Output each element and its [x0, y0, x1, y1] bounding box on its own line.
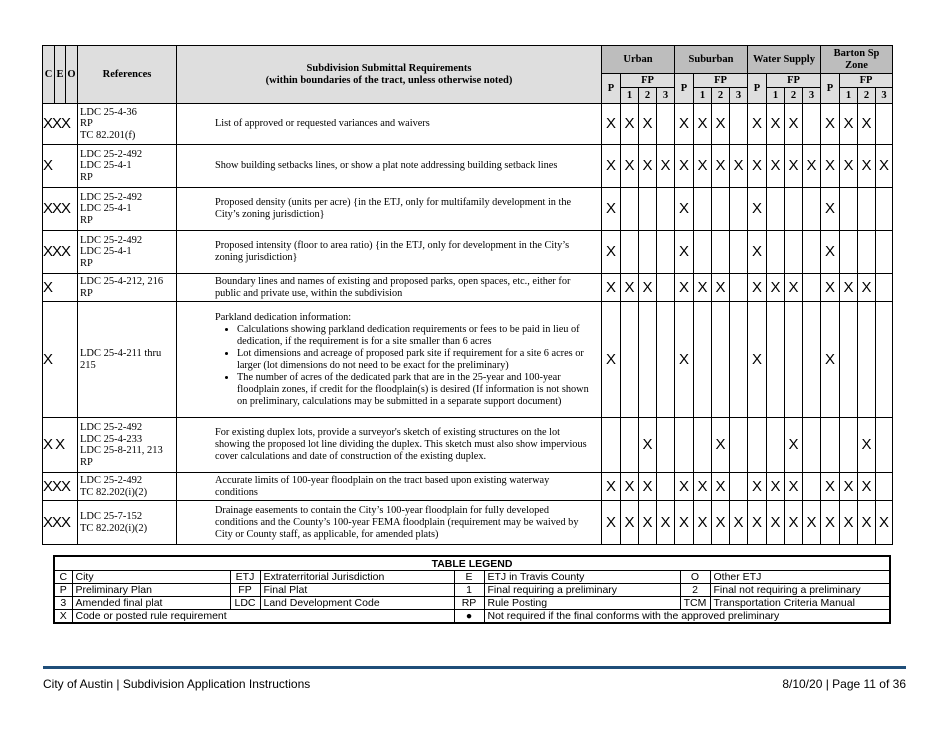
requirement-mark: X	[730, 145, 748, 188]
requirement-mark: X	[821, 104, 840, 145]
requirement-text: Proposed intensity (floor to area ratio) {in the ETJ, only for development in the City’s zoning jurisdiction}	[215, 240, 570, 263]
requirement-mark: X	[621, 501, 639, 545]
requirement-mark: X	[675, 274, 694, 302]
ceo-marks: X	[43, 145, 78, 188]
requirement-mark: X	[840, 501, 858, 545]
references-cell	[78, 188, 177, 231]
legend-key: 2	[680, 584, 710, 597]
legend-value: Final requiring a preliminary	[484, 584, 680, 597]
requirement-mark: X	[602, 473, 621, 501]
requirement-text: List of approved or requested variances and waivers	[215, 118, 430, 129]
ceo-marks: XXX	[43, 473, 78, 501]
requirement-mark	[785, 302, 803, 418]
requirement-mark	[767, 302, 785, 418]
table-row	[43, 473, 893, 501]
requirement-mark	[730, 302, 748, 418]
legend-value: Final Plat	[260, 584, 454, 597]
requirement-mark	[876, 231, 893, 274]
requirement-mark: X	[602, 145, 621, 188]
requirement-mark	[876, 274, 893, 302]
legend-value: Preliminary Plan	[72, 584, 230, 597]
reference-line: LDC 25-4-36	[80, 106, 137, 118]
requirement-mark	[639, 231, 657, 274]
requirement-mark: X	[767, 473, 785, 501]
requirement-mark	[803, 302, 821, 418]
reference-line: LDC 25-4-233	[80, 433, 143, 445]
requirement-mark	[694, 188, 712, 231]
requirement-mark: X	[694, 473, 712, 501]
requirement-mark: X	[657, 145, 675, 188]
requirement-mark: X	[748, 188, 767, 231]
requirement-mark	[621, 302, 639, 418]
reference-line: LDC 25-4-212, 216	[80, 276, 164, 287]
group-suburban: Suburban	[675, 46, 748, 74]
requirement-bullets	[215, 324, 591, 408]
reference-line: RP	[80, 171, 93, 183]
group-water-supply: Water Supply	[748, 46, 821, 74]
references-cell	[78, 274, 177, 302]
reference-line: LDC 25-2-492	[80, 475, 143, 486]
requirement-mark	[694, 302, 712, 418]
legend-key: 1	[454, 584, 484, 597]
water-p: P	[748, 74, 767, 104]
table-row	[43, 418, 893, 473]
requirement-text: Accurate limits of 100-year floodplain on the tract based upon existing waterway conditions	[215, 474, 550, 498]
requirement-mark: X	[803, 145, 821, 188]
requirement-mark: X	[675, 302, 694, 418]
table-row	[43, 188, 893, 231]
requirement-mark	[639, 188, 657, 231]
requirement-mark: X	[639, 104, 657, 145]
water-fp-2: 2	[785, 88, 803, 104]
suburban-p: P	[675, 74, 694, 104]
requirement-mark: X	[602, 274, 621, 302]
legend-key: X	[54, 610, 72, 624]
requirement-mark	[730, 188, 748, 231]
barton-fp-2: 2	[858, 88, 876, 104]
requirement-mark	[657, 473, 675, 501]
requirement-mark	[803, 231, 821, 274]
requirement-mark: X	[803, 501, 821, 545]
group-urban: Urban	[602, 46, 675, 74]
requirement-mark	[712, 302, 730, 418]
legend-value: City	[72, 571, 230, 584]
requirement-mark: X	[657, 501, 675, 545]
legend-key: LDC	[230, 597, 260, 610]
requirement-mark: X	[840, 473, 858, 501]
legend-value: Transportation Criteria Manual	[710, 597, 890, 610]
requirement-mark: X	[785, 145, 803, 188]
water-fp-1: 1	[767, 88, 785, 104]
requirement-mark: X	[821, 231, 840, 274]
requirements-title: Subdivision Submittal Requirements	[306, 62, 472, 74]
reference-line: LDC 25-2-492	[80, 234, 143, 246]
requirement-cell	[177, 104, 602, 145]
requirement-mark: X	[712, 473, 730, 501]
requirement-mark	[876, 302, 893, 418]
references-cell	[78, 231, 177, 274]
requirement-mark: X	[730, 501, 748, 545]
requirement-mark	[840, 231, 858, 274]
requirement-mark: X	[712, 145, 730, 188]
requirement-mark: X	[748, 473, 767, 501]
requirement-mark: X	[694, 274, 712, 302]
requirement-mark: X	[767, 274, 785, 302]
requirement-mark: X	[675, 473, 694, 501]
requirement-mark: X	[621, 104, 639, 145]
requirement-mark	[876, 418, 893, 473]
references-cell	[78, 302, 177, 418]
barton-fp: FP	[840, 74, 893, 88]
footer-title: City of Austin | Subdivision Application Instructions	[43, 677, 311, 691]
requirement-mark	[803, 473, 821, 501]
requirement-mark: X	[858, 473, 876, 501]
requirement-mark: X	[602, 231, 621, 274]
reference-line: RP	[80, 214, 93, 226]
requirements-subtitle: (within boundaries of the tract, unless otherwise noted)	[265, 74, 513, 86]
requirement-mark	[621, 188, 639, 231]
col-o: O	[66, 46, 78, 104]
ceo-marks: XXX	[43, 104, 78, 145]
suburban-fp-1: 1	[694, 88, 712, 104]
requirement-mark: X	[821, 274, 840, 302]
requirement-mark	[785, 231, 803, 274]
requirement-mark: X	[621, 274, 639, 302]
reference-line: LDC 25-8-211, 213	[80, 445, 163, 456]
legend-value: Amended final plat	[72, 597, 230, 610]
legend-key: FP	[230, 584, 260, 597]
requirement-mark	[803, 188, 821, 231]
ceo-marks: X	[43, 302, 78, 418]
requirement-mark	[730, 104, 748, 145]
requirement-mark: X	[621, 145, 639, 188]
requirement-mark	[803, 418, 821, 473]
reference-line: LDC 25-4-211 thru 215	[80, 348, 162, 371]
requirement-mark: X	[785, 473, 803, 501]
requirement-cell	[177, 231, 602, 274]
col-requirements	[177, 46, 602, 104]
requirement-mark: X	[675, 104, 694, 145]
legend-title: TABLE LEGEND	[54, 556, 890, 571]
requirement-mark	[858, 231, 876, 274]
requirement-mark: X	[602, 188, 621, 231]
table-row	[43, 104, 893, 145]
barton-fp-1: 1	[840, 88, 858, 104]
requirement-mark: X	[602, 302, 621, 418]
legend-value: Not required if the final conforms with the approved preliminary	[484, 610, 890, 624]
requirement-mark	[840, 418, 858, 473]
col-c: C	[43, 46, 55, 104]
requirement-cell	[177, 418, 602, 473]
requirement-mark: X	[840, 104, 858, 145]
requirement-mark: X	[840, 274, 858, 302]
references-cell	[78, 104, 177, 145]
requirement-mark	[821, 418, 840, 473]
footer-page-number: 8/10/20 | Page 11 of 36	[782, 677, 906, 691]
requirements-body	[43, 104, 893, 545]
ceo-marks: XXX	[43, 501, 78, 545]
requirement-mark: X	[675, 231, 694, 274]
legend-key: 3	[54, 597, 72, 610]
requirement-mark	[675, 418, 694, 473]
legend-bullet-key: ●	[454, 610, 484, 624]
requirement-mark: X	[858, 104, 876, 145]
barton-p: P	[821, 74, 840, 104]
legend-value: Other ETJ	[710, 571, 890, 584]
requirement-mark	[712, 231, 730, 274]
ceo-marks: XXX	[43, 231, 78, 274]
legend-value: Land Development Code	[260, 597, 454, 610]
requirement-mark	[858, 188, 876, 231]
table-row	[43, 231, 893, 274]
requirement-mark: X	[639, 473, 657, 501]
requirement-mark	[730, 231, 748, 274]
legend-key: P	[54, 584, 72, 597]
requirement-text: Drainage easements to contain the City’s 100-year floodplain for fully developed conditions and the County’s 100-year FEMA floodplain (requirement may be waived by City or County staff, as applicable, for amended plats)	[215, 504, 579, 540]
requirement-mark	[657, 418, 675, 473]
requirement-mark: X	[639, 501, 657, 545]
requirement-mark: X	[639, 145, 657, 188]
requirement-cell	[177, 473, 602, 501]
requirement-mark	[858, 302, 876, 418]
requirement-bullet: • Lot dimensions and acreage of proposed park site if requirement for a site 6 acres or larger (lot dimensions do not need to be exact for the preliminary)	[237, 348, 591, 372]
requirement-mark: X	[876, 145, 893, 188]
requirement-mark	[657, 302, 675, 418]
requirement-mark	[639, 302, 657, 418]
requirement-mark	[876, 473, 893, 501]
requirement-mark: X	[748, 145, 767, 188]
table-row	[43, 302, 893, 418]
reference-line: RP	[80, 287, 93, 299]
requirement-mark	[657, 274, 675, 302]
requirement-mark	[730, 473, 748, 501]
requirement-mark: X	[858, 418, 876, 473]
ceo-marks: X	[43, 274, 78, 302]
requirement-mark: X	[748, 231, 767, 274]
requirement-mark	[657, 188, 675, 231]
requirement-mark: X	[748, 274, 767, 302]
legend-key: RP	[454, 597, 484, 610]
requirement-mark: X	[821, 188, 840, 231]
requirement-mark: X	[675, 145, 694, 188]
suburban-fp: FP	[694, 74, 748, 88]
requirement-text: Proposed density (units per acre) {in the ETJ, only for multifamily development in the City’s zoning jurisdiction}	[215, 197, 572, 220]
requirement-mark: X	[785, 104, 803, 145]
requirement-mark	[657, 231, 675, 274]
requirement-cell	[177, 302, 602, 418]
col-e: E	[55, 46, 66, 104]
requirement-mark: X	[767, 104, 785, 145]
requirement-cell	[177, 274, 602, 302]
reference-line: TC 82.202(i)(2)	[80, 522, 148, 534]
requirement-mark: X	[712, 274, 730, 302]
reference-line: LDC 25-2-492	[80, 422, 143, 433]
requirement-mark	[803, 274, 821, 302]
legend-value: ETJ in Travis County	[484, 571, 680, 584]
requirement-mark: X	[858, 501, 876, 545]
urban-p: P	[602, 74, 621, 104]
requirement-mark	[876, 188, 893, 231]
legend-row	[54, 584, 890, 597]
table-row	[43, 274, 893, 302]
requirement-text: Boundary lines and names of existing and proposed parks, open spaces, etc., either for public and private use, within the subdivision	[215, 275, 571, 299]
legend-key: ETJ	[230, 571, 260, 584]
requirement-mark: X	[821, 473, 840, 501]
requirement-mark	[657, 104, 675, 145]
requirement-mark	[694, 418, 712, 473]
requirement-mark: X	[712, 501, 730, 545]
requirement-mark	[767, 188, 785, 231]
requirement-mark	[748, 418, 767, 473]
requirement-mark	[785, 188, 803, 231]
requirement-mark: X	[876, 501, 893, 545]
reference-line: LDC 25-4-1	[80, 160, 132, 172]
legend-value: Final not requiring a preliminary	[710, 584, 890, 597]
requirement-mark: X	[767, 501, 785, 545]
requirement-mark: X	[621, 473, 639, 501]
requirement-text: Show building setbacks lines, or show a plat note addressing building setback lines	[215, 160, 558, 171]
legend-value: Rule Posting	[484, 597, 680, 610]
requirement-mark: X	[712, 418, 730, 473]
requirement-mark: X	[639, 274, 657, 302]
requirement-bullet: • Calculations showing parkland dedication requirements or fees to be paid in lieu of dedication, if the requirement is for a site smaller than 6 acres	[237, 324, 591, 348]
requirement-mark: X	[821, 302, 840, 418]
requirement-mark	[602, 418, 621, 473]
requirement-mark: X	[821, 501, 840, 545]
barton-fp-3: 3	[876, 88, 893, 104]
requirement-mark	[694, 231, 712, 274]
legend-row	[54, 597, 890, 610]
requirement-text: Parkland dedication information:	[215, 311, 352, 323]
references-cell	[78, 418, 177, 473]
requirement-cell	[177, 188, 602, 231]
table-row	[43, 501, 893, 545]
requirement-cell	[177, 145, 602, 188]
requirement-mark: X	[785, 274, 803, 302]
ceo-marks: X X	[43, 418, 78, 473]
requirement-bullet: • The number of acres of the dedicated park that are in the 25-year and 100-year floodplain zones, if credit for the floodplain(s) is desired (If information is not shown on preliminary, calculations may be submitted in a separate support document)	[237, 372, 591, 408]
references-cell	[78, 501, 177, 545]
requirement-mark	[767, 231, 785, 274]
water-fp: FP	[767, 74, 821, 88]
legend-row	[54, 571, 890, 584]
requirement-mark	[621, 418, 639, 473]
requirement-mark: X	[748, 104, 767, 145]
ceo-marks: XXX	[43, 188, 78, 231]
requirement-mark	[621, 231, 639, 274]
requirement-cell	[177, 501, 602, 545]
requirement-mark	[730, 418, 748, 473]
requirement-mark: X	[858, 145, 876, 188]
reference-line: RP	[80, 257, 93, 269]
requirement-mark	[712, 188, 730, 231]
requirement-text: For existing duplex lots, provide a surveyor's sketch of existing structures on the lot showing the proposed lot line dividing the duplex. This sketch must also show impervious cover calculations and date of construction of the existing duplex.	[215, 427, 587, 462]
reference-line: LDC 25-2-492	[80, 148, 143, 160]
reference-line: TC 82.201(f)	[80, 129, 136, 141]
group-barton-springs: Barton Sp Zone	[821, 46, 893, 74]
requirement-mark: X	[785, 501, 803, 545]
requirement-mark: X	[748, 302, 767, 418]
requirement-mark: X	[694, 501, 712, 545]
requirement-mark: X	[858, 274, 876, 302]
requirement-mark: X	[748, 501, 767, 545]
requirement-mark: X	[785, 418, 803, 473]
legend-row	[54, 610, 890, 624]
requirements-table	[42, 45, 893, 545]
requirement-mark: X	[602, 104, 621, 145]
requirement-mark: X	[821, 145, 840, 188]
legend-key: TCM	[680, 597, 710, 610]
requirement-mark: X	[675, 501, 694, 545]
footer-rule	[43, 666, 906, 669]
requirement-mark: X	[639, 418, 657, 473]
reference-line: LDC 25-2-492	[80, 191, 143, 203]
legend-key: C	[54, 571, 72, 584]
reference-line: RP	[80, 456, 93, 468]
requirement-mark: X	[712, 104, 730, 145]
requirement-mark	[840, 302, 858, 418]
requirement-mark: X	[767, 145, 785, 188]
requirement-mark: X	[694, 104, 712, 145]
urban-fp-1: 1	[621, 88, 639, 104]
legend-key: O	[680, 571, 710, 584]
table-legend	[53, 555, 891, 624]
reference-line: LDC 25-4-1	[80, 203, 132, 215]
table-row	[43, 145, 893, 188]
suburban-fp-2: 2	[712, 88, 730, 104]
requirement-mark: X	[675, 188, 694, 231]
reference-line: RP	[80, 118, 93, 130]
reference-line: LDC 25-4-1	[80, 246, 132, 258]
urban-fp-3: 3	[657, 88, 675, 104]
suburban-fp-3: 3	[730, 88, 748, 104]
legend-key: E	[454, 571, 484, 584]
requirement-mark	[803, 104, 821, 145]
references-cell	[78, 145, 177, 188]
reference-line: LDC 25-7-152	[80, 511, 143, 522]
requirement-mark	[730, 274, 748, 302]
urban-fp: FP	[621, 74, 675, 88]
legend-value: Code or posted rule requirement	[72, 610, 454, 624]
urban-fp-2: 2	[639, 88, 657, 104]
requirement-mark: X	[694, 145, 712, 188]
references-cell	[78, 473, 177, 501]
requirement-mark	[767, 418, 785, 473]
requirement-mark: X	[602, 501, 621, 545]
requirement-mark	[840, 188, 858, 231]
water-fp-3: 3	[803, 88, 821, 104]
requirement-mark: X	[840, 145, 858, 188]
requirement-mark	[876, 104, 893, 145]
legend-value: Extraterritorial Jurisdiction	[260, 571, 454, 584]
col-references: References	[78, 46, 177, 104]
reference-line: TC 82.202(i)(2)	[80, 486, 148, 498]
